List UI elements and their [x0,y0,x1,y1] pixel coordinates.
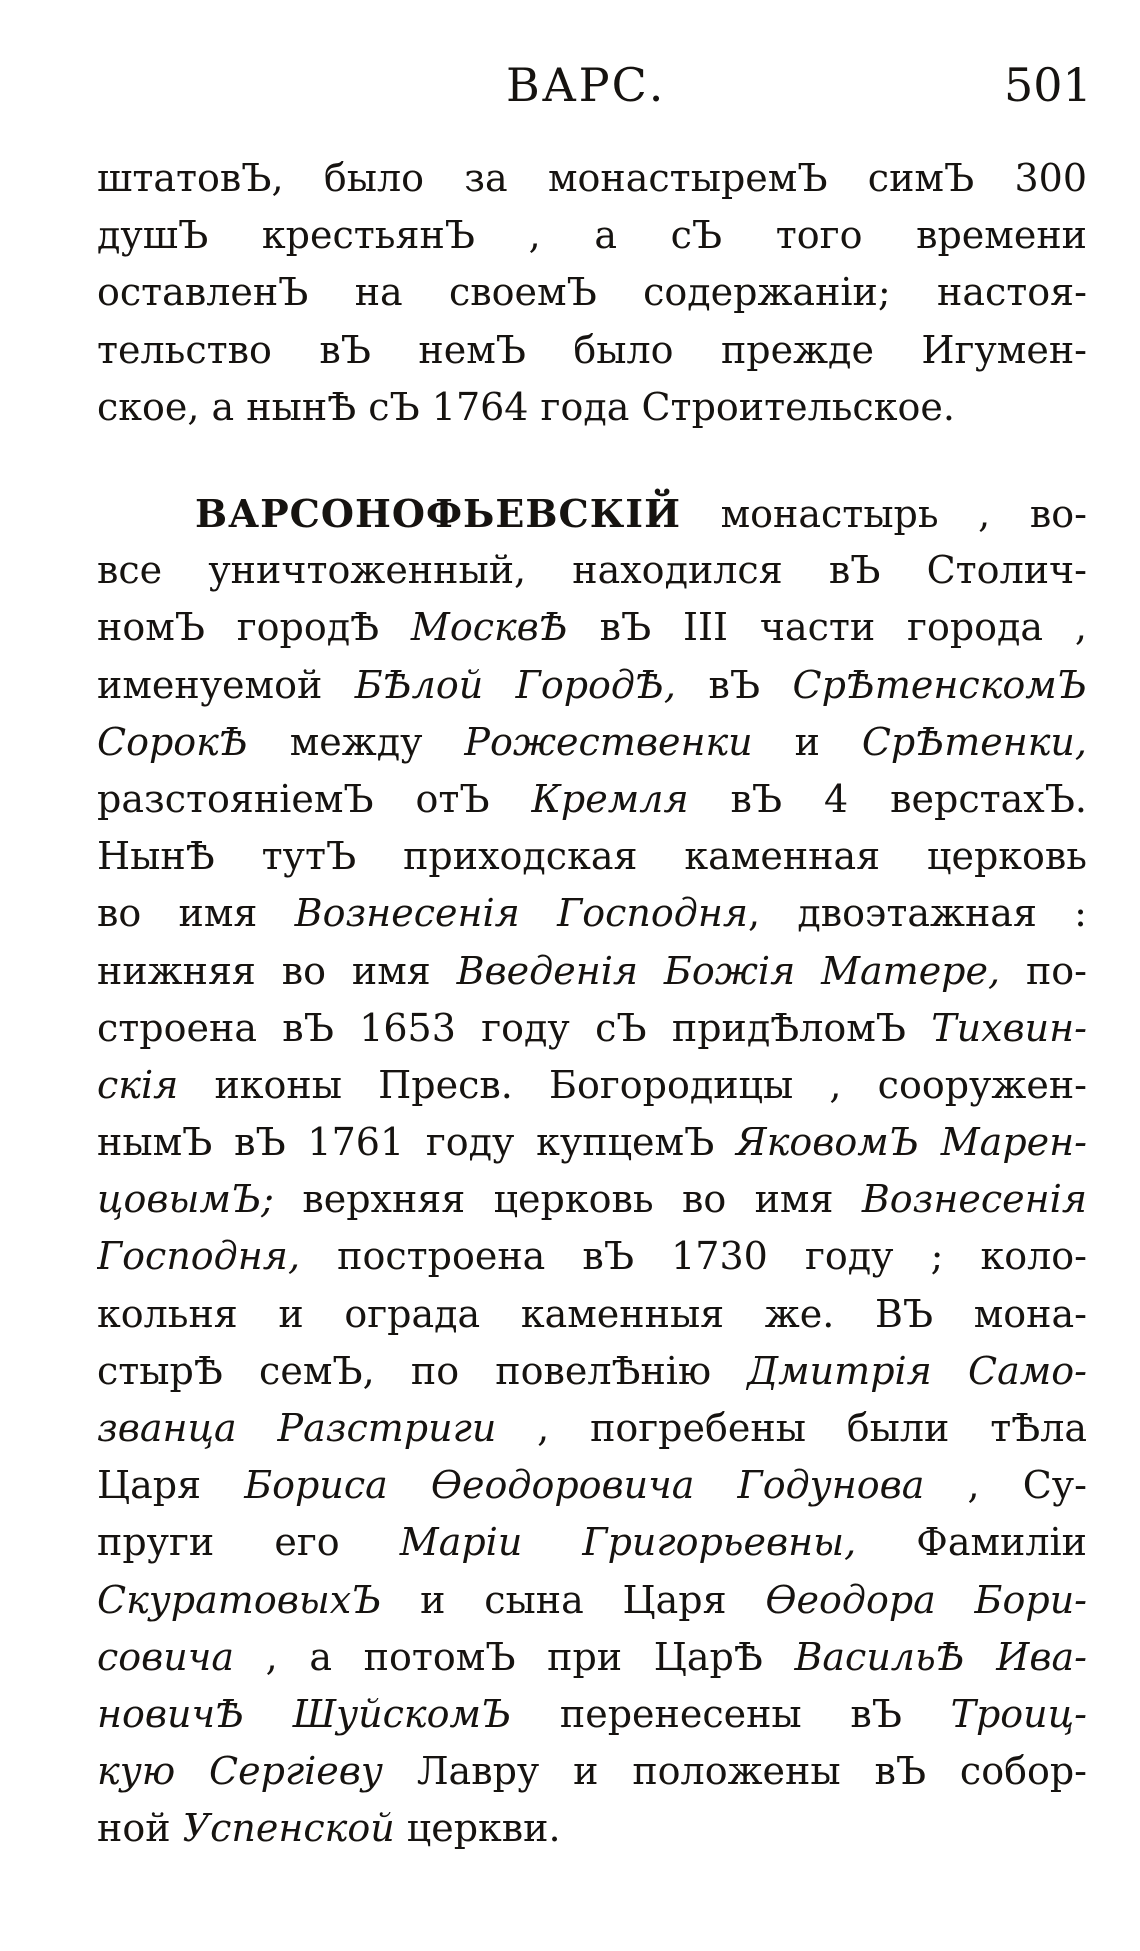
paragraph-varsonofievsky [97,485,1087,1858]
text-run: , двоэтажная : [748,891,1087,936]
italic-run: Введенiя Божiя Матере, [456,948,1001,993]
text-run: перенесены вЪ [511,1691,951,1736]
text-run: вЪ [676,662,793,707]
text-line [97,1114,1087,1171]
text-line: кольня и ограда каменныя же. ВЪ мона- [97,1291,1087,1336]
text-run: во имя [97,891,295,936]
italic-run: МосквѢ [410,605,568,650]
text-run: , Су- [924,1463,1087,1508]
text-run: Лавру и положены вЪ собор- [382,1749,1087,1794]
italic-run: СрѢтенскомЪ [792,662,1087,707]
text-line [97,1057,1087,1114]
italic-run: Троиц- [950,1691,1087,1736]
page-number: 501 [1004,58,1092,112]
text-line [97,1000,1087,1057]
italic-run: Рожественки [464,719,753,764]
text-line [97,714,1087,771]
text-line [97,771,1087,828]
italic-run: скiя [97,1062,179,1107]
text-line [97,485,1087,542]
text-run: номЪ городѢ [97,605,411,650]
italic-run: Успенской [182,1806,395,1851]
text-line [97,1629,1087,1686]
italic-run: Вознесенiя [861,1177,1087,1222]
text-line [97,657,1087,714]
text-run: стырѢ семЪ, по повелѢнiю [97,1348,748,1393]
text-line: штатовЪ, было за монастыремЪ симЪ 300 [97,156,1087,200]
italic-run: Вознесенiя Господня [294,891,749,936]
text-line [97,1400,1087,1457]
text-run: церкви. [394,1806,561,1851]
text-run: вЪ III части города , [567,605,1087,650]
text-run: нижняя во имя [97,948,457,993]
text-run: ной [97,1806,183,1851]
italic-run: Марiи Григорьевны, [399,1520,857,1565]
italic-run: Дмитрiя Само- [747,1348,1087,1393]
text-line: оставленЪ на своемЪ содержанiи; настоя- [97,270,1087,315]
italic-run: званца Разстриги [97,1406,497,1450]
running-title: ВАРС. [506,58,666,112]
text-run: верхняя церковь во имя [273,1177,862,1222]
text-run: строена вЪ 1653 году сЪ придѢломЪ [97,1005,932,1050]
italic-run: совича [97,1634,235,1679]
text-run: пруги его [97,1520,400,1565]
italic-run: цовымЪ; [97,1177,274,1222]
text-run: вЪ 4 верстахЪ. [688,776,1087,821]
italic-run: СорокѢ [97,719,248,764]
italic-run: ВасильѢ Ива- [794,1634,1087,1679]
text-line [97,885,1087,942]
entry-heading: ВАРСОНОФЬЕВСКIЙ [195,491,681,536]
text-run: по- [1000,948,1087,993]
text-run: , а потомЪ при ЦарѢ [234,1634,795,1679]
text-line [97,599,1087,656]
text-run: , погребены были тѢла [496,1406,1087,1450]
text-line [97,1228,1087,1285]
italic-run: кую Сергiеву [97,1749,383,1794]
italic-run: СкуратовыхЪ [97,1577,382,1622]
text-line: тельство вЪ немЪ было прежде Игумен- [97,327,1087,372]
text-line [97,1171,1087,1228]
paragraph-continuation [97,150,1087,436]
italic-run: новичѢ ШуйскомЪ [97,1691,512,1736]
text-line: ское, а нынѢ сЪ 1764 года Строительское. [97,384,955,429]
text-run: Царя [97,1463,245,1508]
text-line [97,1457,1087,1514]
text-run: разстоянiемЪ отЪ [97,776,532,821]
text-line [97,1343,1087,1400]
text-run: Фамилiи [856,1520,1087,1565]
text-line [97,1686,1087,1743]
running-head [0,58,1140,118]
text-line: НынѢ тутЪ приходская каменная церковь [97,834,1087,879]
italic-run: Тихвин- [931,1005,1087,1050]
italic-run: Бориса Ѳеодоровича Годунова [244,1463,925,1508]
text-line: все уничтоженный, находился вЪ Столич- [97,548,1087,593]
text-run: иконы Пресв. Богородицы , сооружен- [178,1062,1087,1107]
italic-run: Кремля [531,776,689,821]
text-line [97,1572,1087,1629]
text-run: построена вЪ 1730 году ; коло- [300,1234,1087,1279]
text-line [97,1800,1087,1857]
text-line [97,1514,1087,1571]
italic-run: БѢлой ГородѢ, [354,662,677,707]
text-run: нымЪ вЪ 1761 году купцемЪ [97,1120,737,1165]
italic-run: Господня, [97,1234,301,1279]
text-run: между [247,719,465,764]
text-run: именуемой [97,662,355,707]
italic-run: ЯковомЪ Марен- [736,1120,1087,1165]
text-run: и [752,719,862,764]
text-line [97,1743,1087,1800]
text-line [97,943,1087,1000]
italic-run: СрѢтенки, [861,719,1087,764]
text-line: душЪ крестьянЪ , а сЪ того времени [97,213,1087,258]
text-run: монастырь , во- [720,492,1087,536]
text-run: и сына Царя [381,1577,766,1622]
italic-run: Ѳеодора Бори- [765,1577,1087,1622]
